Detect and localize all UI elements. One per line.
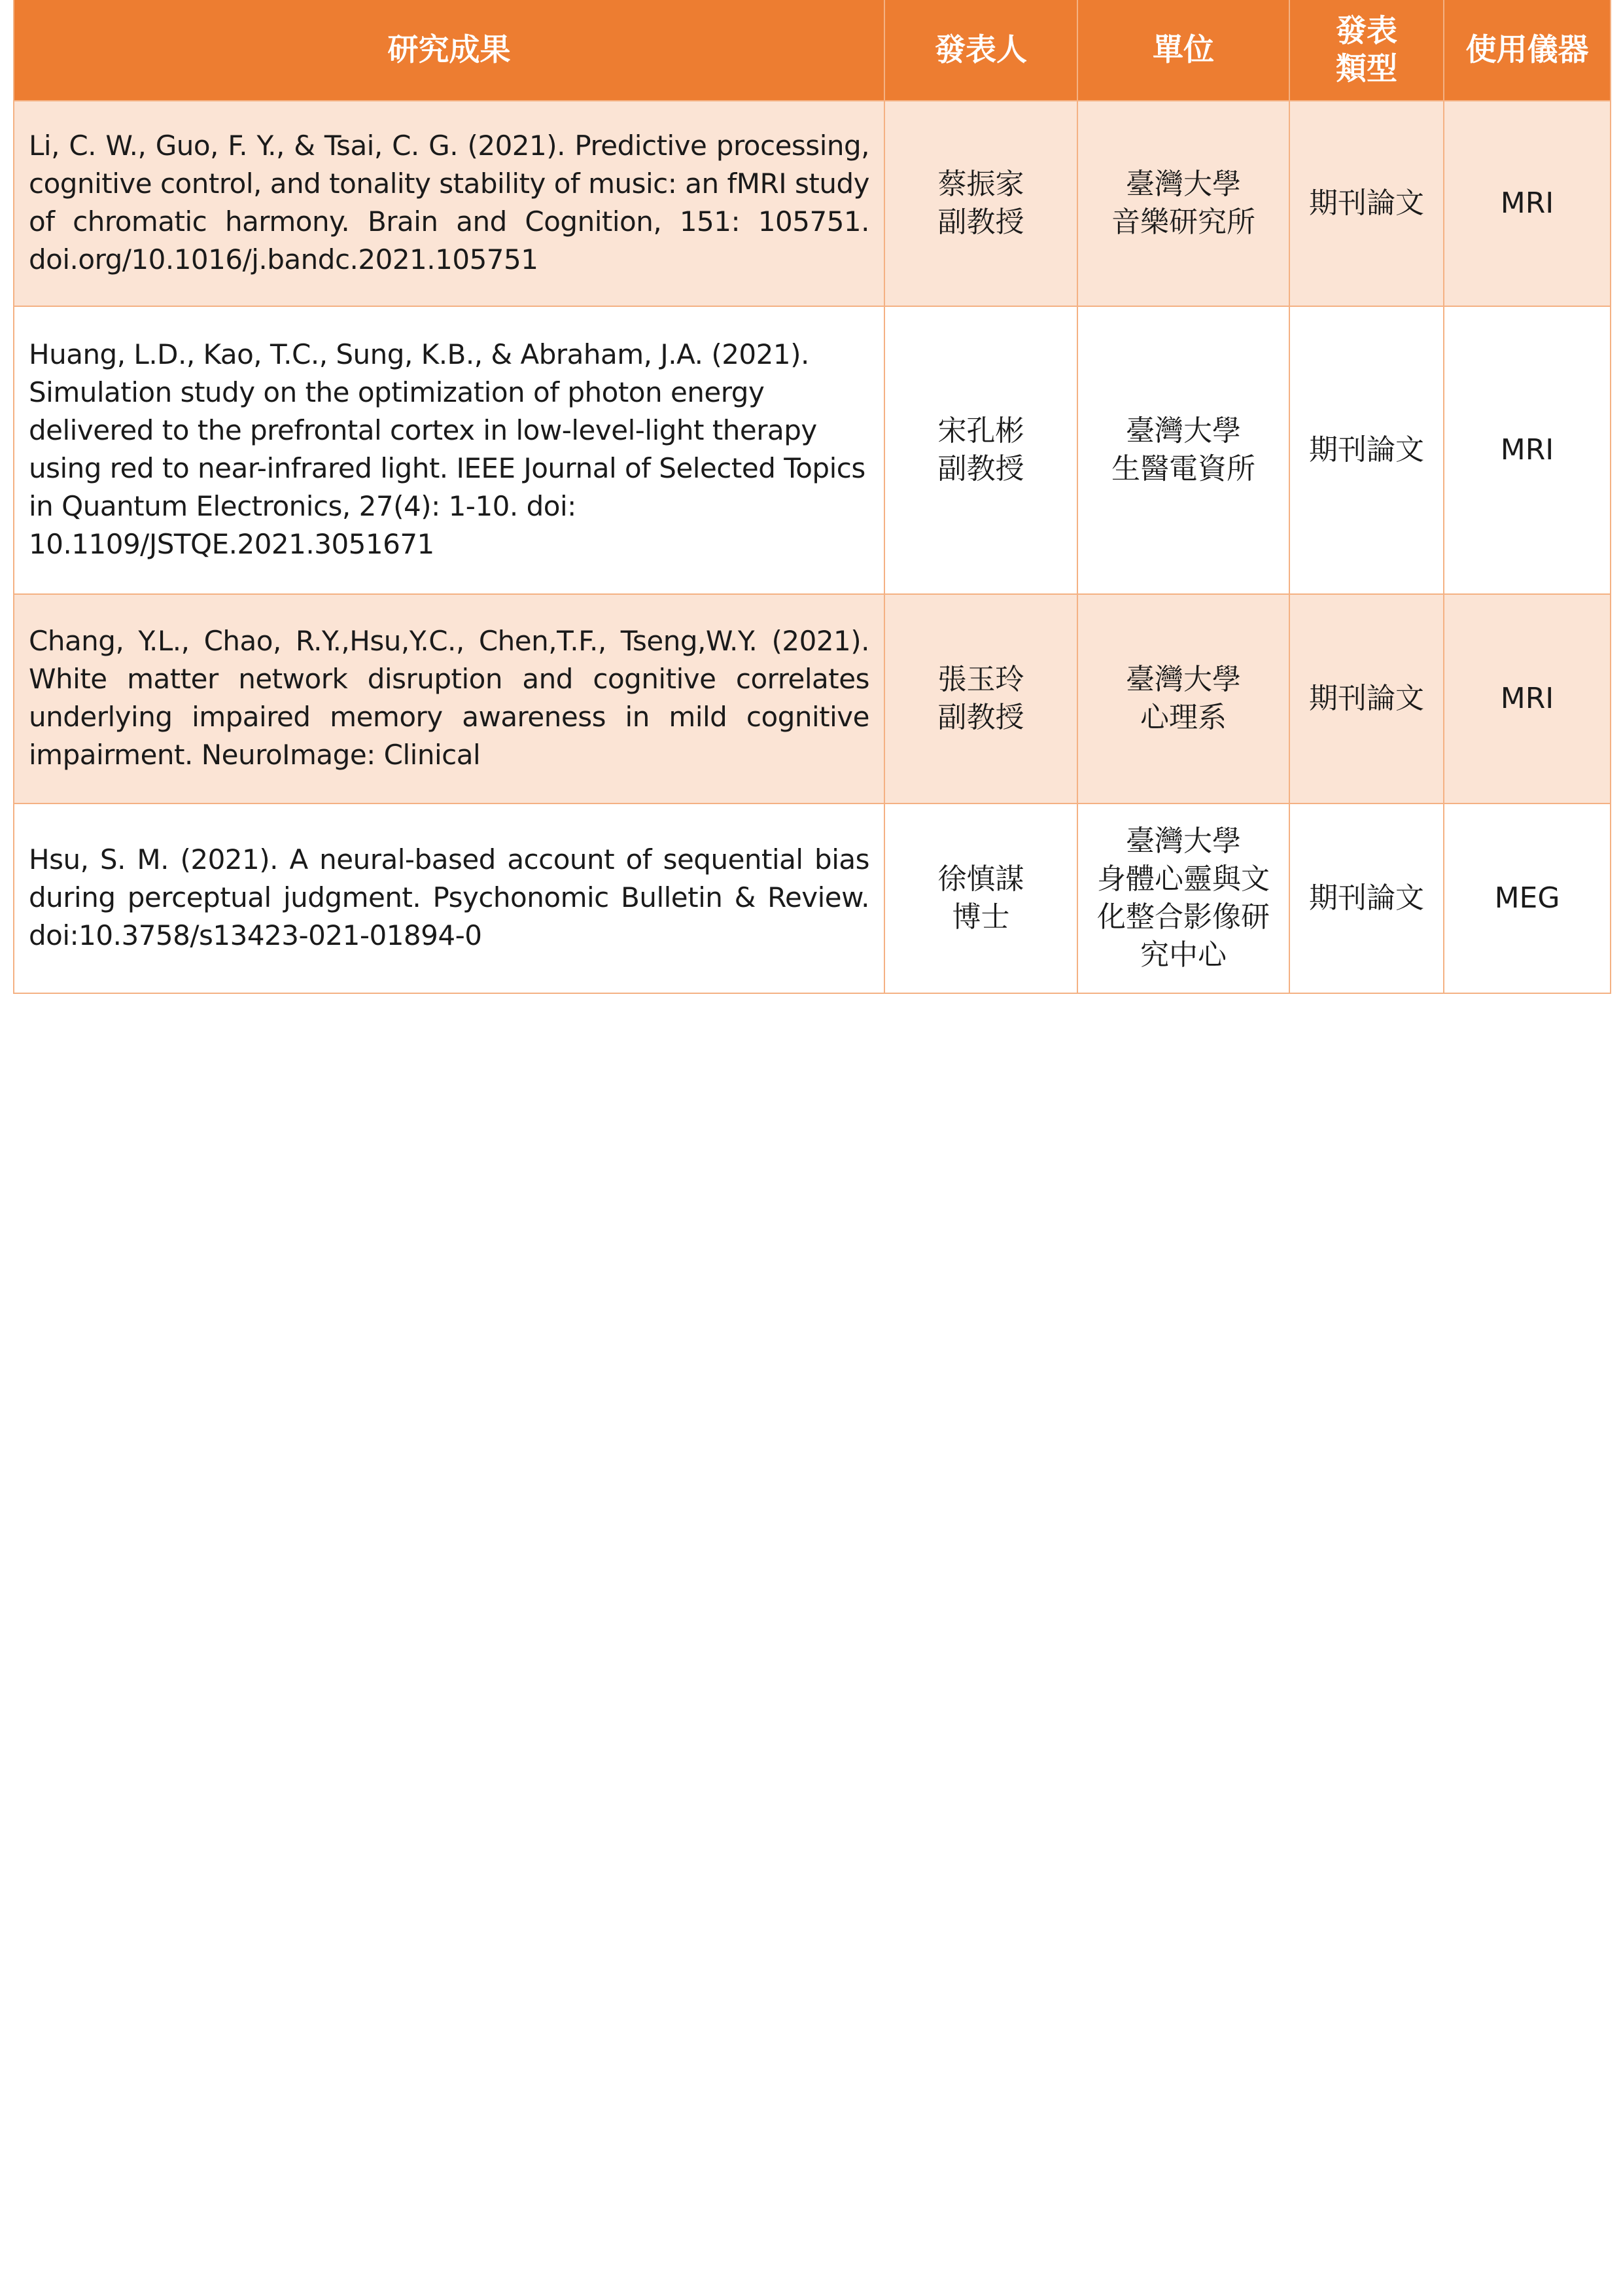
author-name: 宋孔彬 — [937, 414, 1024, 448]
instrument-cell — [1444, 594, 1611, 804]
unit-line: 生醫電資所 — [1111, 452, 1255, 486]
table-row — [14, 101, 1611, 306]
type-cell — [1289, 101, 1444, 306]
header-row — [14, 0, 1611, 101]
header-instrument: 使用儀器 — [1444, 0, 1611, 101]
unit-cell — [1077, 594, 1289, 804]
author-cell — [884, 306, 1077, 594]
publication-type: 期刊論文 — [1309, 881, 1424, 915]
unit-line: 究中心 — [1140, 938, 1227, 972]
author-title: 博士 — [952, 900, 1010, 934]
table-body — [14, 101, 1611, 993]
unit-line: 臺灣大學 — [1126, 168, 1241, 201]
unit-line: 臺灣大學 — [1126, 414, 1241, 448]
type-cell — [1289, 804, 1444, 993]
instrument-cell — [1444, 804, 1611, 993]
table-header — [14, 0, 1611, 101]
unit-line: 音樂研究所 — [1111, 205, 1255, 239]
instrument-value: MRI — [1500, 682, 1554, 715]
publications-table — [13, 0, 1611, 994]
author-title: 副教授 — [937, 205, 1024, 239]
table-row — [14, 804, 1611, 993]
publication-type: 期刊論文 — [1309, 682, 1424, 715]
header-type-line1: 發表 — [1336, 12, 1397, 49]
instrument-cell — [1444, 101, 1611, 306]
author-name: 張玉玲 — [937, 663, 1024, 696]
unit-cell — [1077, 804, 1289, 993]
author-title: 副教授 — [937, 701, 1024, 734]
reference-cell: Huang, L.D., Kao, T.C., Sung, K.B., & Abraham, J.A. (2021). Simulation study on the optimization of photon energy delivered to the prefrontal cortex in low-level-light therapy using red to near-infrared light. IEEE Journal of Selected Topics in Quantum Electronics, 27(4): 1-10. doi: 10.1109/JSTQE.2021.3051671 — [14, 306, 884, 594]
table-row — [14, 594, 1611, 804]
instrument-value: MEG — [1494, 881, 1560, 915]
header-author: 發表人 — [884, 0, 1077, 101]
reference-cell: Li, C. W., Guo, F. Y., & Tsai, C. G. (2021). Predictive processing, cognitive control, and tonality stability of music: an fMRI study of chromatic harmony. Brain and Cognition, 151: 105751. doi.org/10.1016/j.bandc.2021.105751 — [14, 101, 884, 306]
author-cell — [884, 594, 1077, 804]
unit-line: 化整合影像研 — [1097, 900, 1270, 934]
unit-line: 身體心靈與文 — [1097, 862, 1270, 896]
author-cell — [884, 804, 1077, 993]
type-cell — [1289, 594, 1444, 804]
unit-cell — [1077, 101, 1289, 306]
unit-line: 心理系 — [1140, 701, 1227, 734]
header-unit: 單位 — [1077, 0, 1289, 101]
author-cell — [884, 101, 1077, 306]
publication-type: 期刊論文 — [1309, 433, 1424, 467]
header-type — [1289, 0, 1444, 101]
reference-cell: Hsu, S. M. (2021). A neural-based account of sequential bias during perceptual judgment. Psychonomic Bulletin & Review. doi:10.3758/s13423-021-01894-0 — [14, 804, 884, 993]
instrument-cell — [1444, 306, 1611, 594]
reference-cell: Chang, Y.L., Chao, R.Y.,Hsu,Y.C., Chen,T.F., Tseng,W.Y. (2021). White matter network disruption and cognitive correlates underlying impaired memory awareness in mild cognitive impairment. NeuroImage: Clinical — [14, 594, 884, 804]
author-name: 蔡振家 — [937, 168, 1024, 201]
unit-line: 臺灣大學 — [1126, 663, 1241, 696]
author-name: 徐慎謀 — [937, 862, 1024, 896]
unit-line: 臺灣大學 — [1126, 824, 1241, 858]
instrument-value: MRI — [1500, 433, 1554, 467]
publication-type: 期刊論文 — [1309, 186, 1424, 220]
unit-cell — [1077, 306, 1289, 594]
header-type-line2: 類型 — [1336, 50, 1397, 87]
table-row — [14, 306, 1611, 594]
header-research: 研究成果 — [14, 0, 884, 101]
type-cell — [1289, 306, 1444, 594]
author-title: 副教授 — [937, 452, 1024, 486]
instrument-value: MRI — [1500, 186, 1554, 220]
